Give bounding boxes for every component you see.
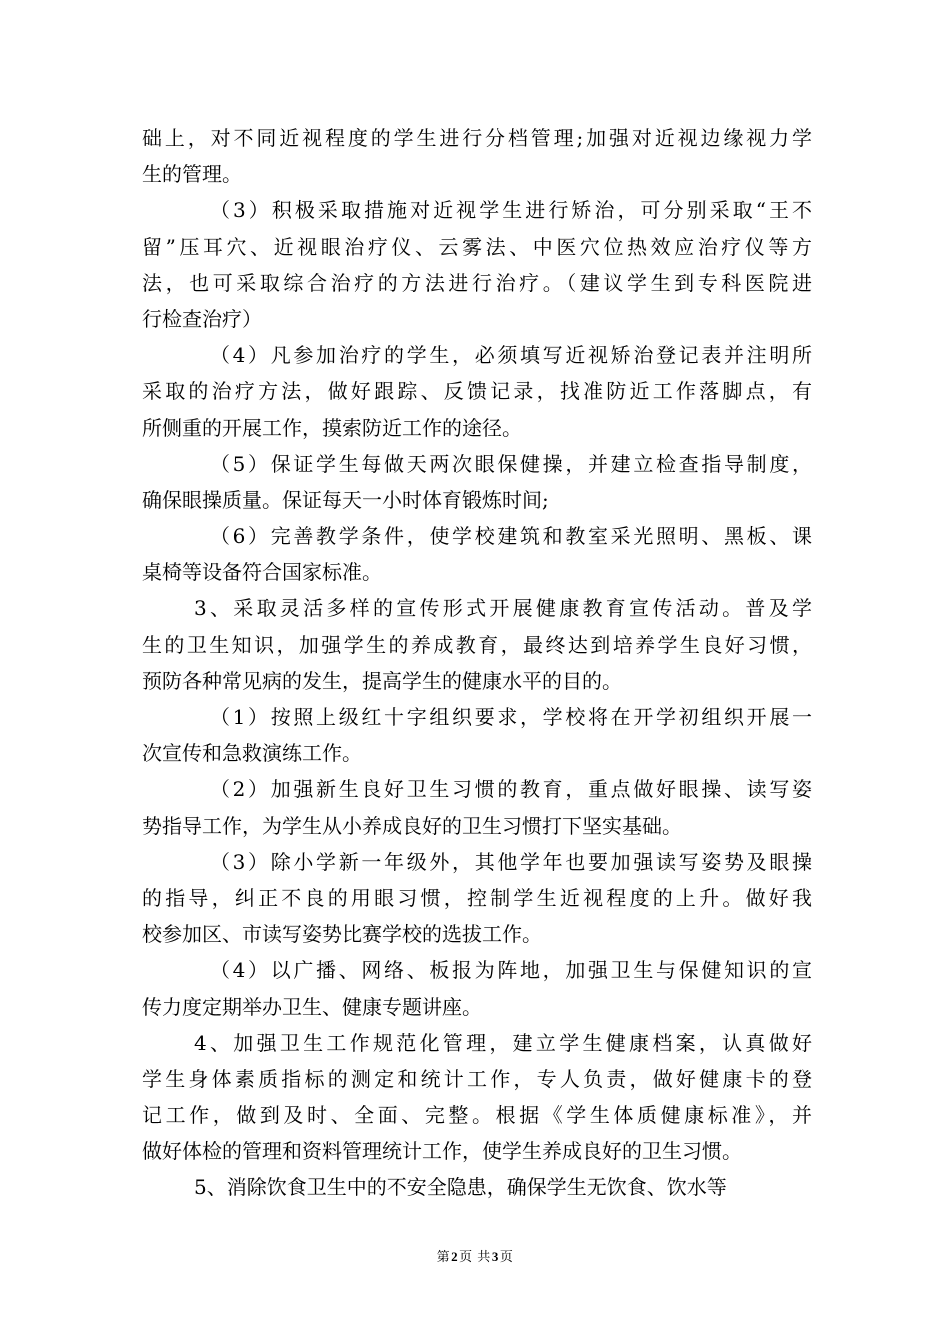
text-line: （3）积极采取措施对近视学生进行矫治，可分别采取“王不 bbox=[210, 198, 812, 223]
text-line: 校参加区、市读写姿势比赛学校的选拔工作。 bbox=[142, 922, 542, 947]
text-line: 础上，对不同近视程度的学生进行分档管理;加强对近视边缘视力学 bbox=[142, 126, 812, 150]
text-line: （4）以广播、网络、板报为阵地，加强卫生与保健知识的宣 bbox=[210, 958, 812, 983]
text-line: 留”压耳穴、近视眼治疗仪、云雾法、中医穴位热效应治疗仪等方 bbox=[142, 234, 812, 259]
text-line: 传力度定期举办卫生、健康专题讲座。 bbox=[142, 994, 482, 1019]
text-line: 所侧重的开展工作，摸索防近工作的途径。 bbox=[142, 415, 522, 440]
text-line: 的指导，纠正不良的用眼习惯，控制学生近视程度的上升。做好我 bbox=[142, 885, 812, 910]
text-line: （1）按照上级红十字组织要求，学校将在开学初组织开展一 bbox=[210, 705, 812, 729]
text-line: 记工作，做到及时、全面、完整。根据《学生体质健康标准》，并 bbox=[142, 1103, 812, 1128]
text-line: 行检查治疗） bbox=[142, 306, 262, 331]
text-line: （6）完善教学条件，使学校建筑和教室采光照明、黑板、课 bbox=[210, 524, 812, 549]
page-footer bbox=[0, 1246, 950, 1265]
text-line: 桌椅等设备符合国家标准。 bbox=[142, 560, 382, 585]
footer-middle: 页 共 bbox=[459, 1250, 491, 1265]
text-line: 3、采取灵活多样的宣传形式开展健康教育宣传活动。普及学 bbox=[194, 596, 812, 621]
current-page-number: 2 bbox=[451, 1249, 459, 1264]
text-line: 生的卫生知识，加强学生的养成教育，最终达到培养学生良好习惯， bbox=[142, 632, 812, 657]
text-line: （5）保证学生每做天两次眼保健操，并建立检查指导制度， bbox=[210, 451, 812, 476]
footer-prefix: 第 bbox=[436, 1250, 451, 1265]
text-line: 生的管理。 bbox=[142, 162, 242, 187]
text-line: 势指导工作，为学生从小养成良好的卫生习惯打下坚实基础。 bbox=[142, 813, 682, 838]
text-line: （2）加强新生良好卫生习惯的教育，重点做好眼操、读写姿 bbox=[210, 777, 812, 802]
text-line: 5、消除饮食卫生中的不安全隐患，确保学生无饮食、饮水等 bbox=[194, 1175, 727, 1200]
document-body bbox=[142, 120, 812, 1206]
text-line: 法，也可采取综合治疗的方法进行治疗。（建议学生到专科医院进 bbox=[142, 270, 812, 295]
text-line: 预防各种常见病的发生，提高学生的健康水平的目的。 bbox=[142, 668, 622, 693]
text-line: 学生身体素质指标的测定和统计工作，专人负责，做好健康卡的登 bbox=[142, 1066, 812, 1091]
text-line: 4、加强卫生工作规范化管理，建立学生健康档案，认真做好 bbox=[194, 1030, 812, 1055]
text-line: 确保眼操质量。保证每天一小时体育锻炼时间; bbox=[142, 487, 549, 512]
text-line: （4）凡参加治疗的学生，必须填写近视矫治登记表并注明所 bbox=[210, 343, 812, 368]
footer-suffix: 页 bbox=[499, 1250, 514, 1265]
text-line: （3）除小学新一年级外，其他学年也要加强读写姿势及眼操 bbox=[210, 849, 812, 874]
text-line: 采取的治疗方法，做好跟踪、反馈记录，找准防近工作落脚点，有 bbox=[142, 379, 812, 404]
total-page-number: 3 bbox=[491, 1249, 499, 1264]
text-line: 次宣传和急救演练工作。 bbox=[142, 741, 362, 766]
text-line: 做好体检的管理和资料管理统计工作，使学生养成良好的卫生习惯。 bbox=[142, 1139, 742, 1164]
